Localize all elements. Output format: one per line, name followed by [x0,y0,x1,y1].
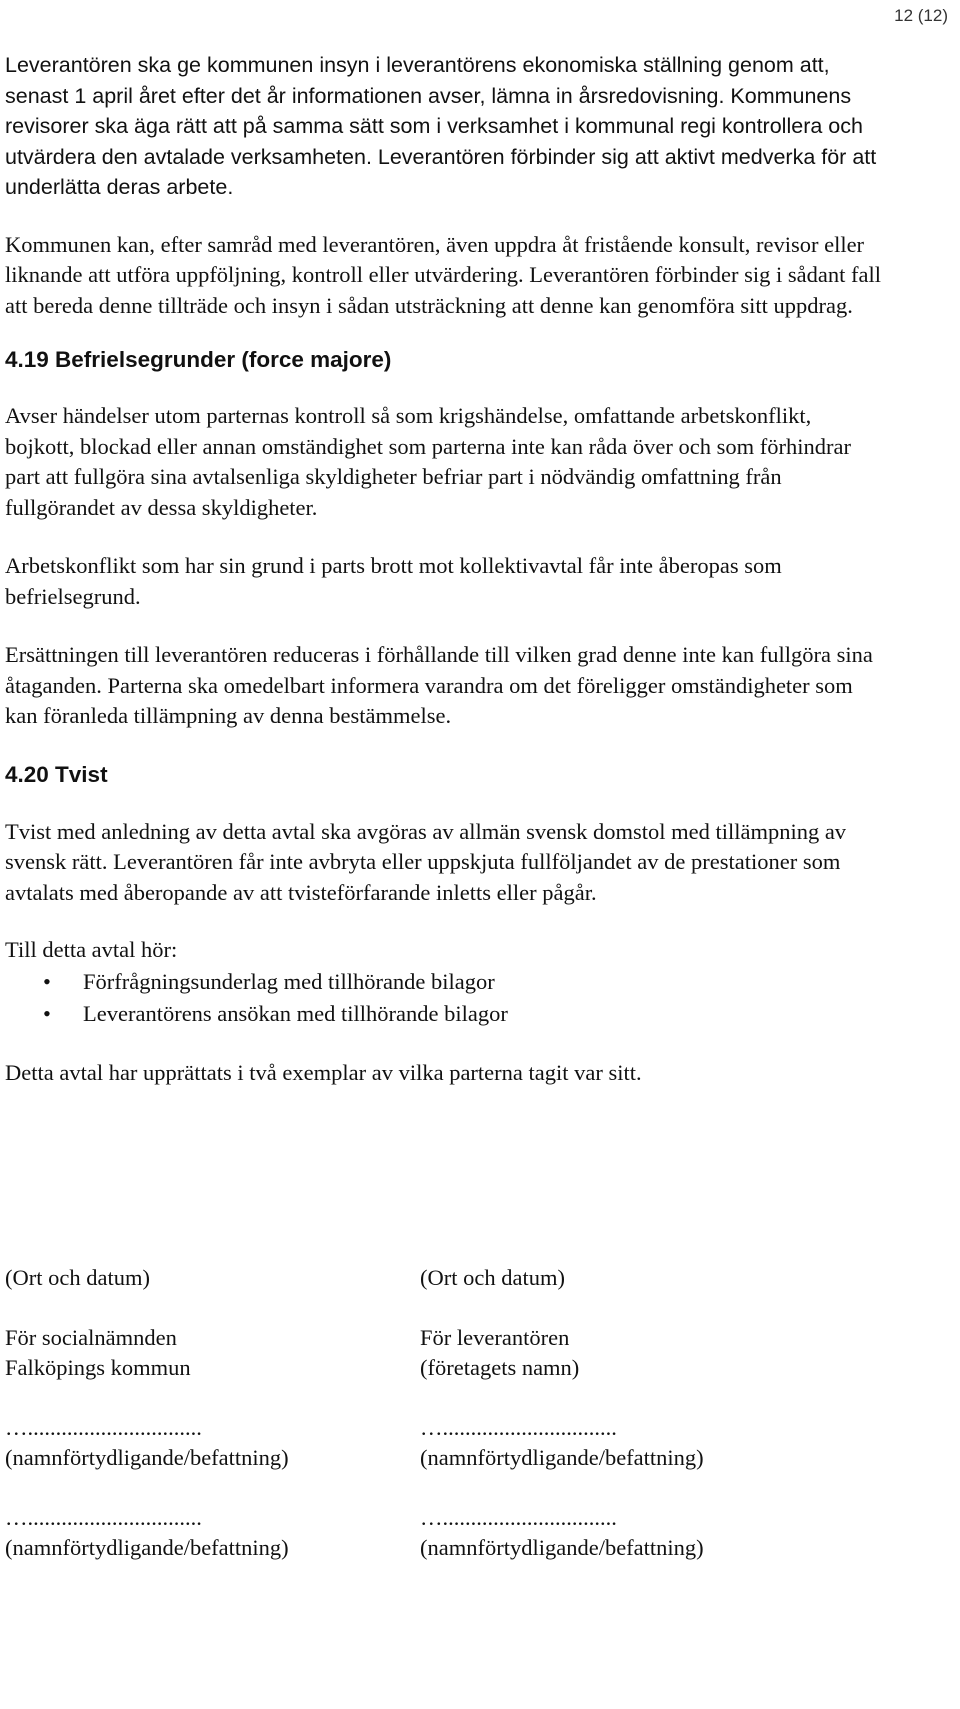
paragraph-bilagor-intro: Till detta avtal hör: [5,937,178,962]
bullet-icon: • [43,1000,51,1026]
left-signature-line-1: …............................... [5,1415,202,1440]
right-place-date: (Ort och datum) [420,1265,565,1290]
right-name-title-2: (namnförtydligande/befattning) [420,1535,704,1560]
heading-tvist: 4.20 Tvist [5,761,108,787]
right-signature-line-1: …............................... [420,1415,617,1440]
list-item: • Förfrågningsunderlag med tillhörande bilagor [5,966,885,998]
document-body [5,50,885,1088]
left-org: Falköpings kommun [5,1355,191,1380]
right-for: För leverantören [420,1325,570,1350]
right-name-title-1: (namnförtydligande/befattning) [420,1445,704,1470]
paragraph-insyn: Leverantören ska ge kommunen insyn i leverantörens ekonomiska ställning genom att, senast 1 april året efter det år informationen avser, lämna in årsredovisning. Kommunens revisorer ska äga rätt att på samma sätt som i verksamhet i kommunal regi kontrollera och utvärdera den avtalade verksamheten. Leverantören förbinder sig att aktivt medverka för att underlätta deras arbete. [5,53,877,199]
page-number: 12 (12) [894,6,948,25]
left-signature-line-2: …............................... [5,1505,202,1530]
paragraph-uppfoljning: Kommunen kan, efter samråd med leverantören, även uppdra åt fristående konsult, revisor eller liknande att utföra uppföljning, kontroll eller utvärdering. Leverantören förbinder sig i sådant fall att bereda denne tillträde och insyn i sådan utsträckning att denne kan genomföra sitt uppdrag. [5,231,881,318]
right-org: (företagets namn) [420,1355,580,1380]
paragraph-exemplar: Detta avtal har upprättats i två exemplar av vilka parterna tagit var sitt. [5,1059,642,1085]
paragraph-force-majeure: Avser händelser utom parternas kontroll så som krigshändelse, omfattande arbetskonflikt, bojkott, blockad eller annan omständighet som parterna inte kan råda över och som förhindrar part att fullgöra sina avtalsenliga skyldigheter befriar part i nödvändig omfattning från fullgörandet av dessa skyldigheter. [5,403,851,520]
signature-block [5,1263,905,1703]
paragraph-tvist: Tvist med anledning av detta avtal ska avgöras av allmän svensk domstol med tillämpning av svensk rätt. Leverantören får inte avbryta eller uppskjuta fullföljandet av de prestationer som avtalats med åberopande av att tvisteförfarande inletts eller pågår. [5,818,847,905]
bullet-icon: • [43,968,51,994]
list-item: • Leverantörens ansökan med tillhörande bilagor [5,998,885,1030]
left-for: För socialnämnden [5,1325,177,1350]
paragraph-arbetskonflikt: Arbetskonflikt som har sin grund i parts brott mot kollektivavtal får inte åberopas som befrielsegrund. [5,553,782,609]
left-name-title-1: (namnförtydligande/befattning) [5,1445,289,1470]
right-signature-line-2: …............................... [420,1505,617,1530]
heading-befrielsegrunder: 4.19 Befrielsegrunder (force majore) [5,347,392,372]
left-place-date: (Ort och datum) [5,1265,150,1290]
attachment-list [5,966,885,1030]
paragraph-ersattning: Ersättningen till leverantören reduceras i förhållande till vilken grad denne inte kan fullgöra sina åtaganden. Parterna ska omedelbart informera varandra om det föreligger omständigheter som kan föranleda tillämpning av denna bestämmelse. [5,642,873,728]
left-name-title-2: (namnförtydligande/befattning) [5,1535,289,1560]
